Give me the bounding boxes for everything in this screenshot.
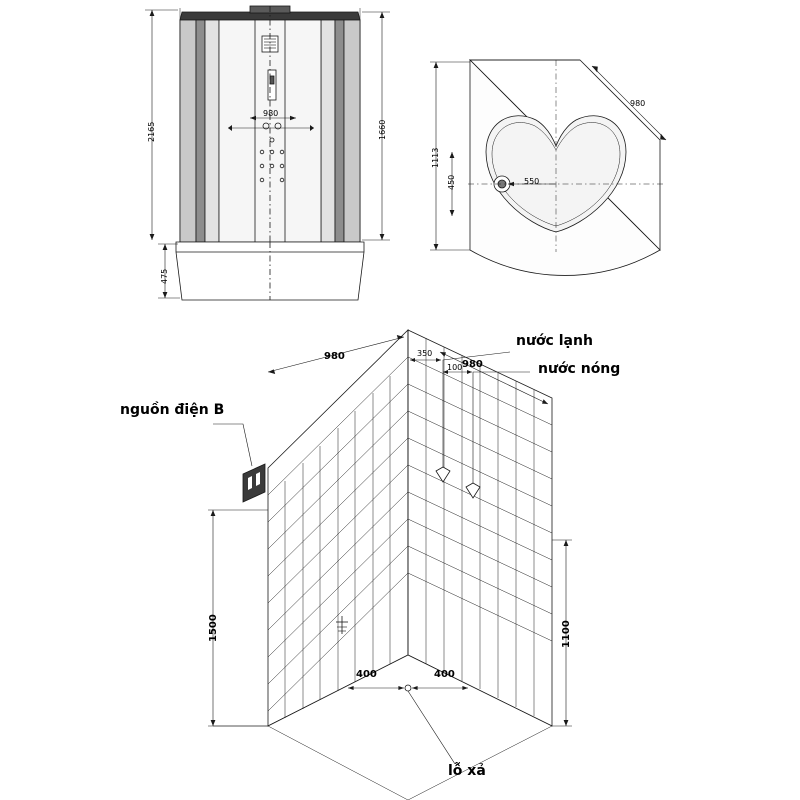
callout-hot-water: nước nóng	[538, 361, 621, 377]
dim-install-floor-400-right: 400	[434, 669, 455, 680]
dim-plan-drain-offset-550: 550	[524, 177, 540, 186]
installation-view-geometry	[208, 330, 572, 800]
dim-install-right-wall-980: 980	[462, 359, 483, 370]
callout-drain: lỗ xả	[448, 763, 486, 779]
dim-plan-drain-450: 450	[447, 174, 456, 190]
dim-install-350: 350	[417, 349, 433, 358]
dim-install-left-wall-980: 980	[324, 351, 345, 362]
dim-plan-diagonal-980: 980	[630, 99, 646, 108]
dim-install-floor-400-left: 400	[356, 669, 377, 680]
dim-front-base-height-475: 475	[160, 268, 169, 284]
power-outlet-symbol	[243, 464, 265, 502]
callout-cold-water: nước lạnh	[516, 333, 593, 349]
dim-install-height-1500: 1500	[208, 614, 219, 642]
dim-install-height-1100: 1100	[561, 620, 572, 648]
dim-front-cabin-height-1660: 1660	[378, 119, 387, 140]
front-elevation-geometry	[176, 6, 364, 300]
top-plan-geometry	[468, 60, 664, 275]
dim-front-height-2165: 2165	[147, 121, 156, 142]
callout-power-source: nguồn điện B	[120, 402, 225, 418]
dim-install-100: 100	[447, 363, 463, 372]
dim-plan-depth-1113: 1113	[431, 147, 440, 168]
dim-front-width-980: 980	[263, 109, 279, 118]
